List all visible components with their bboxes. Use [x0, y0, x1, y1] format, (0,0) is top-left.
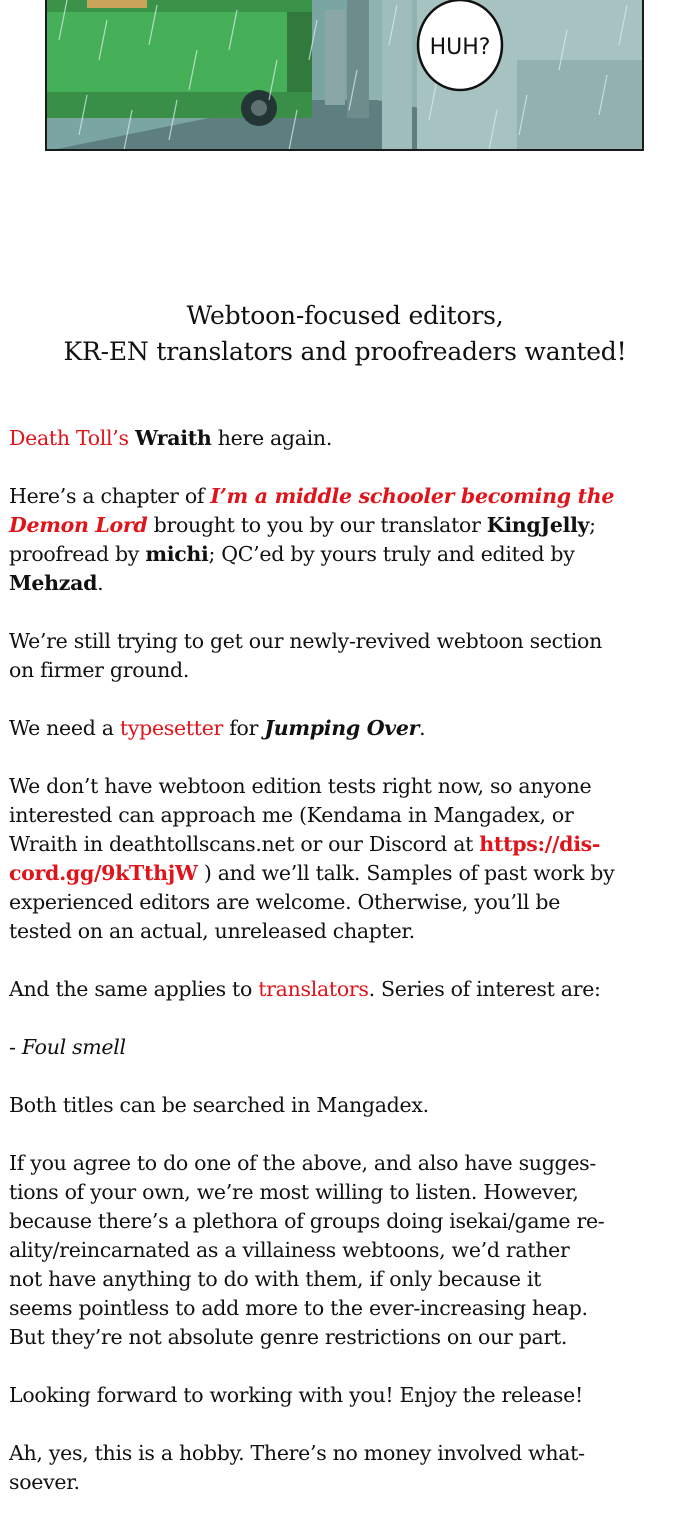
credits-paragraph: Here’s a chapter of I’m a middle schooler becoming the Demon Lord brought to you by our translator KingJelly; proofread by michi; QC’ed by yours truly and edited by Mehzad. — [9, 484, 615, 595]
comic-panel — [45, 0, 644, 151]
tests-paragraph: We don’t have webtoon edition tests right now, so anyone interested can approach me (Kendama in Mangadex, or Wraith in deathtollscans.net or our Discord at https://dis- cord.gg/9kTthjW ) and we’ll talk. Samples of past work by experienced editors are welcome. Otherwise, you’ll be tested on an actual, unreleased chapter. — [9, 774, 615, 943]
speech-bubble-text: HUH? — [429, 35, 491, 60]
translator-name: KingJelly — [486, 513, 590, 537]
intro-paragraph: Death Toll’s Wraith here again. — [9, 426, 333, 450]
announcement-body — [9, 424, 685, 1526]
translators-paragraph: And the same applies to translators. Series of interest are: — [9, 977, 601, 1001]
discord-link-part-2[interactable]: cord.gg/9kTthjW — [9, 861, 198, 885]
proofreader-name: michi — [145, 542, 209, 566]
agree-paragraph: If you agree to do one of the above, and also have sugges- tions of your own, we’re most willing to listen. However, because there’s a plethora of groups doing isekai/game re- ality/reincarnated as a villainess webtoons, we’d rather not have anything to do with them, if only because it seems pointless to add more to the ever-increasing heap. But they’re not absolute genre restrictions on our part. — [9, 1151, 605, 1349]
group-name: Death Toll’s — [9, 426, 129, 450]
search-paragraph: Both titles can be searched in Mangadex. — [9, 1093, 429, 1117]
rainy-street-illustration — [47, 0, 644, 151]
recruitment-heading — [0, 298, 690, 370]
jumping-over-title: Jumping Over — [264, 716, 420, 740]
section-paragraph: We’re still trying to get our newly-revived webtoon section on firmer ground. — [9, 629, 603, 682]
discord-link-part-1[interactable]: https://dis- — [479, 832, 601, 856]
heading-line-1: Webtoon-focused editors, — [186, 301, 504, 330]
editor-name: Mehzad — [9, 571, 98, 595]
series-title-line-2: Demon Lord — [9, 513, 148, 537]
heading-line-2: KR-EN translators and proofreaders wanted! — [63, 337, 627, 366]
need-paragraph: We need a typesetter for Jumping Over. — [9, 716, 426, 740]
series-title-line-1: I’m a middle schooler becoming the — [210, 484, 615, 508]
series-list-item: - Foul smell — [9, 1035, 126, 1059]
looking-forward-paragraph: Looking forward to working with you! Enjoy the release! — [9, 1383, 583, 1407]
author-name: Wraith — [134, 426, 212, 450]
translators-role: translators — [258, 977, 369, 1001]
hobby-paragraph: Ah, yes, this is a hobby. There’s no money involved what- soever. — [9, 1441, 585, 1494]
typesetter-role: typesetter — [119, 716, 224, 740]
